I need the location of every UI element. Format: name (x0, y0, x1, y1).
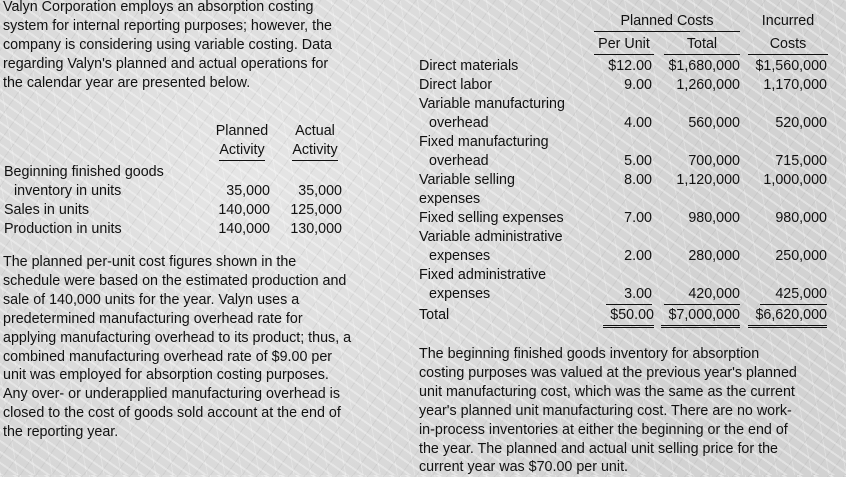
total-value: $1,680,000 (668, 58, 740, 74)
row-label: Direct labor (419, 77, 493, 93)
planned-costs-header: Planned Costs (594, 12, 740, 32)
row-label: Variable administrative (419, 229, 563, 245)
incurred-header: Incurred (761, 13, 815, 29)
per-unit-value: $50.00 (603, 306, 654, 328)
row-label: inventory in units (14, 183, 122, 199)
per-unit-value: 8.00 (624, 172, 652, 188)
total-value: 420,000 (664, 285, 740, 305)
row-label: Fixed selling expenses (419, 210, 564, 226)
row-label: Sales in units (4, 202, 90, 218)
row-label: overhead (429, 115, 489, 131)
incurred-value: 520,000 (775, 115, 827, 131)
per-unit-value: 2.00 (624, 248, 652, 264)
planned-cost-paragraph: The planned per-unit cost figures shown in the schedule were based on the estimated production and sale of 140,000 units for the year. Valyn uses a predetermined manufacturing overhead rate for applying manufacturing overhead to its product; thus, a combined manufacturing overhead rate of $9.00 per unit was employed for absorption costing purposes. Any over- or underapplied manufacturing overhead is closed to the cost of goods sold account at the end of the reporting year. (3, 254, 352, 441)
row-label: Total (419, 307, 450, 323)
row-label: Variable manufacturing (419, 96, 565, 112)
inventory-paragraph: The beginning finished goods inventory for absorption costing purposes was valued at the previous year's planned unit manufacturing cost, which was the same as the current year's planned unit manufacturing cost. There are no work- in-process inventories at either the beginning or the end of the year. The planned and actual unit selling price for the current year was $70.00 per unit. (419, 346, 797, 476)
total-value: 1,120,000 (676, 172, 740, 188)
incurred-value: 715,000 (775, 153, 827, 169)
row-label: overhead (429, 153, 489, 169)
actual-value: 130,000 (290, 221, 342, 237)
row-label: expenses (429, 286, 491, 302)
row-label: Fixed manufacturing (419, 134, 549, 150)
actual-value: 125,000 (290, 202, 342, 218)
row-label: Beginning finished goods (4, 164, 164, 180)
total-value: 980,000 (688, 210, 740, 226)
total-value: 700,000 (688, 153, 740, 169)
planned-activity-header: Planned Activity (212, 122, 272, 161)
incurred-value: 980,000 (775, 210, 827, 226)
row-label: expenses (429, 248, 491, 264)
planned-value: 140,000 (218, 202, 270, 218)
per-unit-value: 3.00 (606, 285, 652, 305)
per-unit-header: Per Unit (594, 35, 654, 55)
row-label: Fixed administrative (419, 267, 547, 283)
total-value: 560,000 (688, 115, 740, 131)
per-unit-value: 4.00 (624, 115, 652, 131)
incurred-value: 425,000 (760, 285, 827, 305)
actual-value: 35,000 (298, 183, 342, 199)
per-unit-value: $12.00 (608, 58, 652, 74)
incurred-value: $6,620,000 (748, 306, 827, 328)
row-label: expenses (419, 191, 481, 207)
costs-header: Costs (748, 35, 828, 55)
actual-activity-header: Actual Activity (286, 122, 344, 161)
incurred-value: 1,000,000 (763, 172, 827, 188)
total-value: $7,000,000 (661, 306, 740, 328)
planned-value: 140,000 (218, 221, 270, 237)
row-label: Direct materials (419, 58, 519, 74)
incurred-value: $1,560,000 (755, 58, 827, 74)
per-unit-value: 7.00 (624, 210, 652, 226)
planned-value: 35,000 (226, 183, 270, 199)
total-value: 1,260,000 (676, 77, 740, 93)
row-label: Production in units (4, 221, 122, 237)
intro-paragraph: Valyn Corporation employs an absorption costing system for internal reporting purposes; however, the company is considering using variable costing. Data regarding Valyn's planned and actual operations for the calendar year are presented below. (3, 0, 333, 91)
per-unit-value: 5.00 (624, 153, 652, 169)
incurred-value: 250,000 (775, 248, 827, 264)
total-value: 280,000 (688, 248, 740, 264)
row-label: Variable selling (419, 172, 515, 188)
incurred-value: 1,170,000 (763, 77, 827, 93)
per-unit-value: 9.00 (624, 77, 652, 93)
total-header: Total (664, 35, 740, 55)
